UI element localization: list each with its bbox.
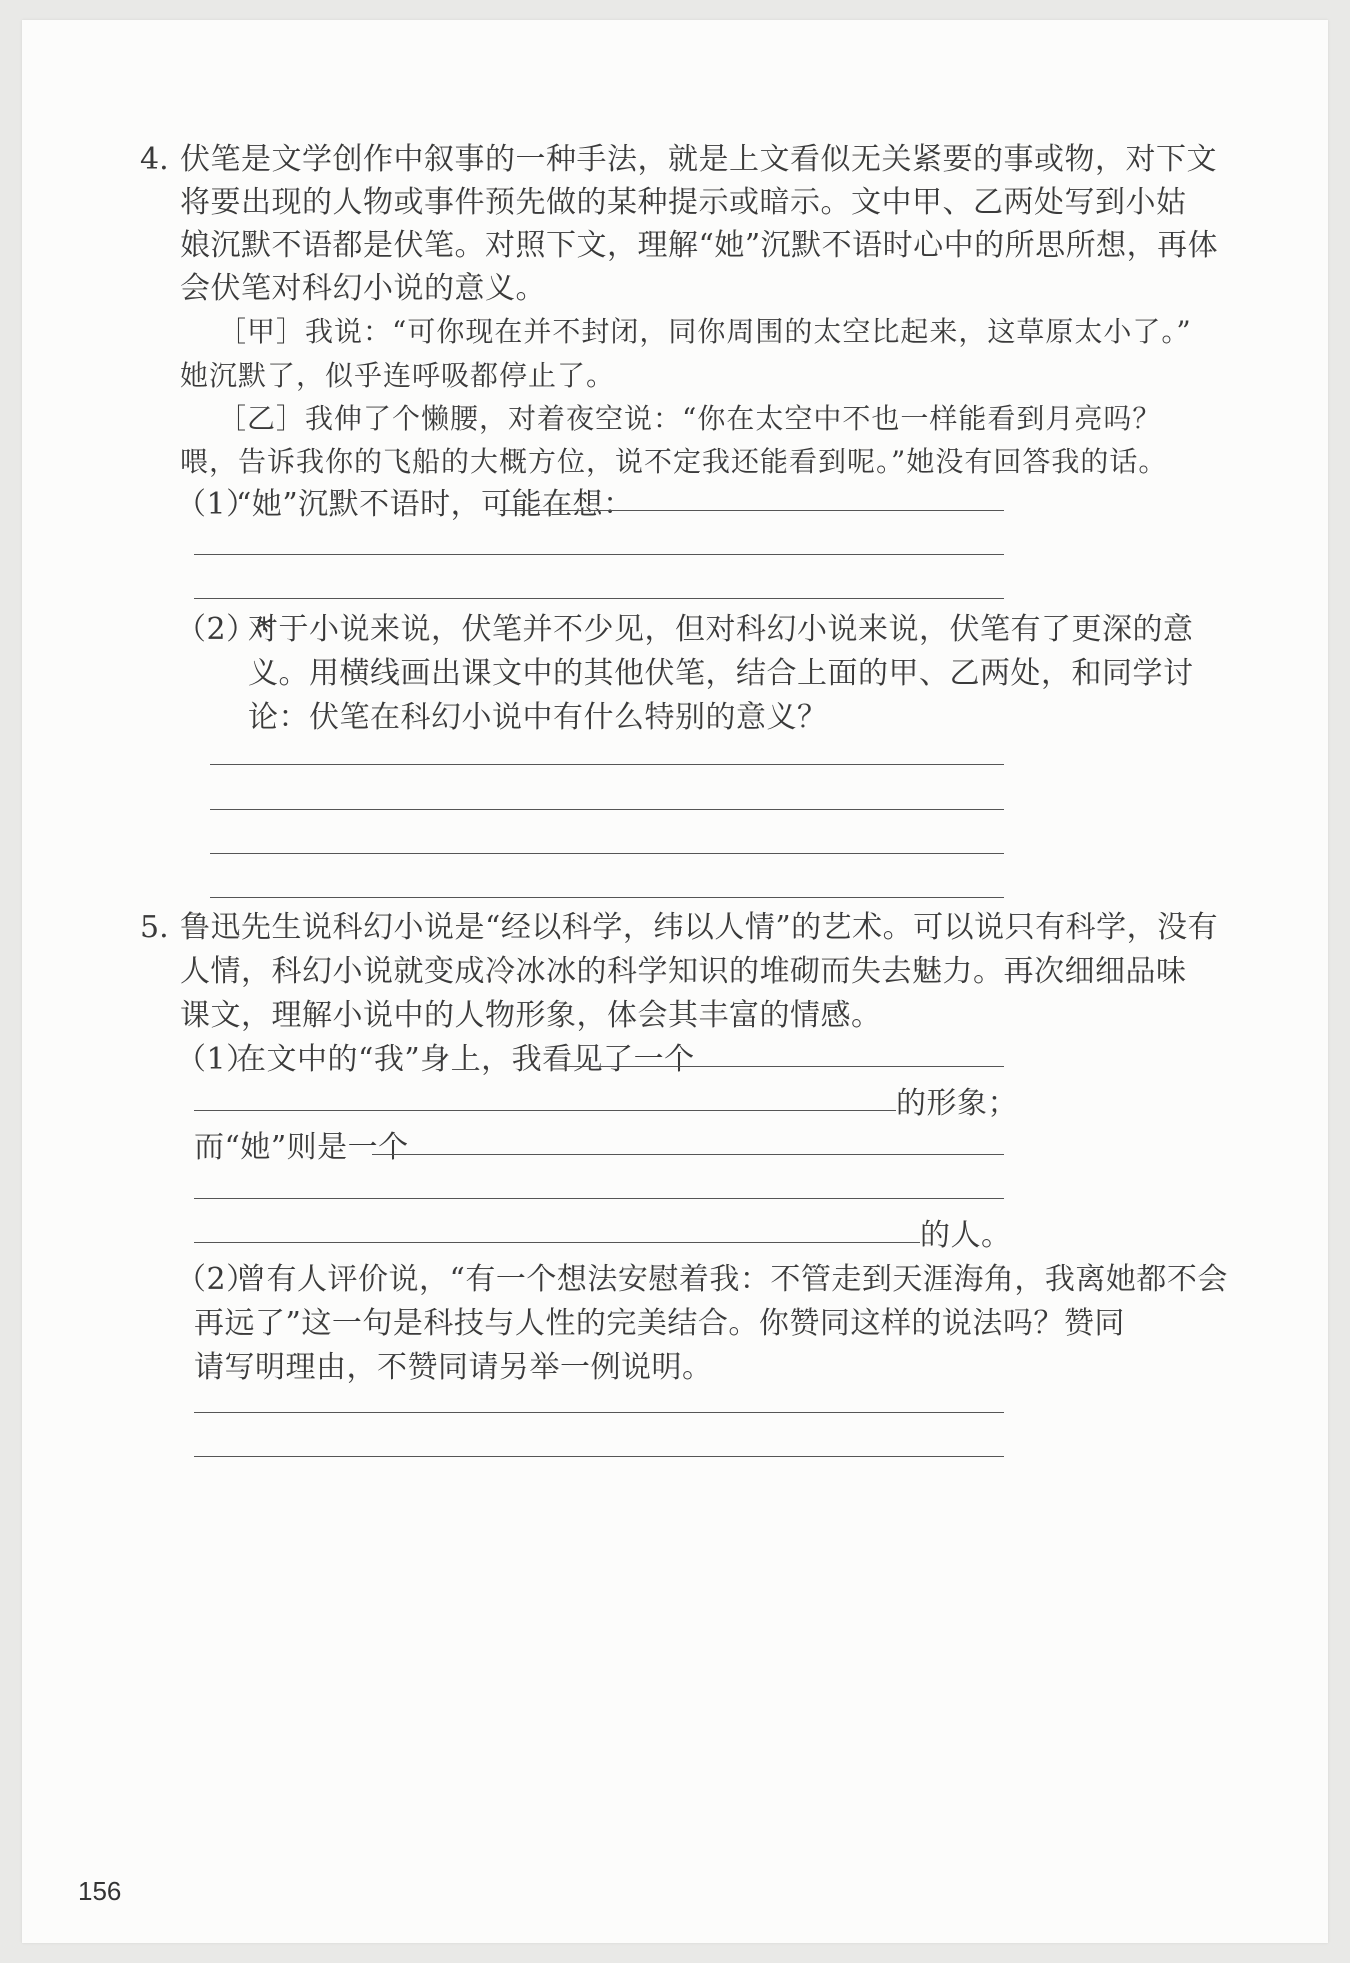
q4-sub2-line-2: 义。用横线画出课文中的其他伏笔，结合上面的甲、乙两处，和同学讨 — [248, 656, 1194, 691]
q4-sub1-number: （1） — [176, 487, 257, 522]
q5-sub2-answer-line-1[interactable] — [194, 1412, 1004, 1413]
q5-sub2-line-1: 曾有人评价说，“有一个想法安慰着我：不管走到天涯海角，我离她都不会 — [236, 1262, 1228, 1297]
question-5-line-1: 鲁迅先生说科幻小说是“经以科学，纬以人情”的艺术。可以说只有科学，没有 — [180, 910, 1219, 945]
q5-sub1-answer-line-4[interactable] — [194, 1198, 1004, 1199]
q4-sub2-number: （2）* — [176, 612, 273, 647]
q5-sub2-answer-line-2[interactable] — [194, 1456, 1004, 1457]
passage-jia-line-2: 她沉默了，似乎连呼吸都停止了。 — [180, 359, 616, 392]
q4-sub2-answer-line-2[interactable] — [210, 809, 1004, 810]
q5-sub2-number: （2） — [176, 1262, 257, 1297]
question-4-line-1: 伏笔是文学创作中叙事的一种手法，就是上文看似无关紧要的事或物，对下文 — [180, 142, 1217, 177]
question-5-line-3: 课文，理解小说中的人物形象，体会其丰富的情感。 — [180, 998, 882, 1033]
q5-sub1-answer-line-5[interactable] — [194, 1242, 920, 1243]
question-4-line-4: 会伏笔对科幻小说的意义。 — [180, 271, 546, 306]
q5-sub1-answer-line-1[interactable] — [564, 1066, 1004, 1067]
q5-sub1-prompt: 在文中的“我”身上，我看见了一个 — [236, 1042, 695, 1077]
question-4-line-3: 娘沉默不语都是伏笔。对照下文，理解“她”沉默不语时心中的所思所想，再体 — [180, 228, 1219, 263]
question-4-number: 4. — [140, 142, 169, 177]
q4-sub2-answer-line-4[interactable] — [210, 897, 1004, 898]
question-5-line-2: 人情，科幻小说就变成冷冰冰的科学知识的堆砌而失去魅力。再次细细品味 — [180, 954, 1187, 989]
q5-sub2-line-3: 请写明理由，不赞同请另举一例说明。 — [194, 1350, 713, 1385]
passage-yi-line-2: 喂，告诉我你的飞船的大概方位，说不定我还能看到呢。”她没有回答我的话。 — [180, 445, 1168, 478]
page-number: 156 — [78, 1876, 122, 1906]
q5-sub1-suffix-2: 的人。 — [920, 1218, 1012, 1253]
q4-sub1-answer-line-3[interactable] — [194, 598, 1004, 599]
question-4-line-2: 将要出现的人物或事件预先做的某种提示或暗示。文中甲、乙两处写到小姑 — [180, 185, 1187, 220]
worksheet-page — [22, 20, 1328, 1943]
q4-sub2-answer-line-1[interactable] — [210, 764, 1004, 765]
q4-sub2-line-3: 论：伏笔在科幻小说中有什么特别的意义？ — [248, 700, 828, 735]
q4-sub1-prompt: “她”沉默不语时，可能在想： — [236, 487, 634, 522]
q5-sub1-number: （1） — [176, 1042, 257, 1077]
q5-sub1-prompt-2: 而“她”则是一个 — [194, 1130, 409, 1165]
q5-sub1-answer-line-2[interactable] — [194, 1110, 896, 1111]
question-5-number: 5. — [140, 910, 169, 945]
q4-sub1-answer-line-1[interactable] — [500, 510, 1004, 511]
q5-sub1-suffix-1: 的形象； — [896, 1086, 1018, 1121]
passage-jia-line-1: ［甲］我说：“可你现在并不封闭，同你周围的太空比起来，这草原太小了。” — [218, 315, 1192, 348]
q5-sub2-line-2: 再远了”这一句是科技与人性的完美结合。你赞同这样的说法吗？赞同 — [194, 1306, 1125, 1341]
q4-sub2-line-1: 对于小说来说，伏笔并不少见，但对科幻小说来说，伏笔有了更深的意 — [248, 612, 1194, 647]
passage-yi-line-1: ［乙］我伸了个懒腰，对着夜空说：“你在太空中不也一样能看到月亮吗？ — [218, 402, 1162, 435]
q4-sub2-answer-line-3[interactable] — [210, 853, 1004, 854]
q4-sub1-answer-line-2[interactable] — [194, 554, 1004, 555]
q5-sub1-answer-line-3[interactable] — [372, 1154, 1004, 1155]
